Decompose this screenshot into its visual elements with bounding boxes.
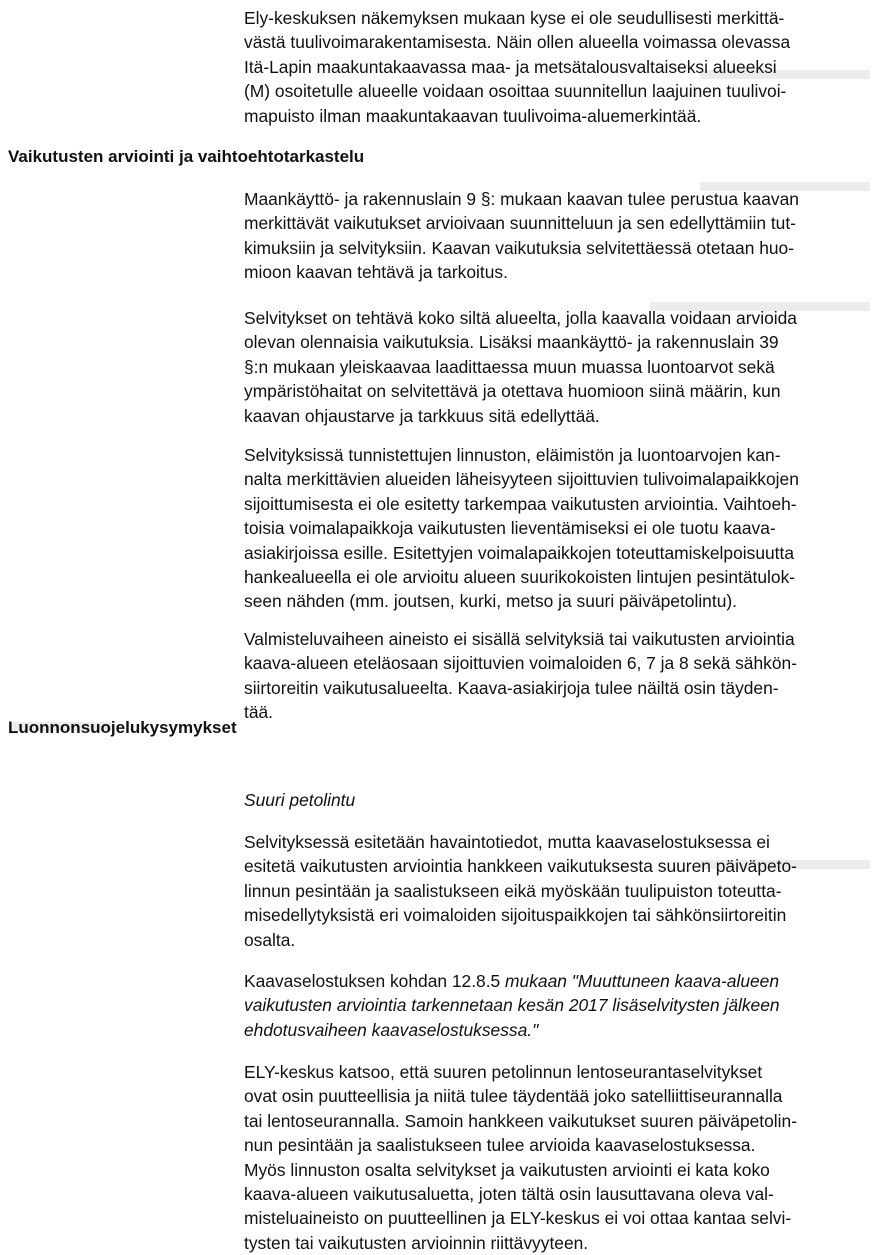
paragraph-ely-conclusion: ELY-keskus katsoo, että suuren petolinnun lentoseurantaselvitykset ovat osin puutteellisia ja niitä tulee täydentää joko satelliittiseurannalla tai lentoseurannalla. Samoin hankkeen vaikutukset suuren päiväpetolin- nun pesintään ja saalistukseen tulee arvioida kaavaselostuksessa. Myös linnuston osalta selvitykset ja vaikutusten arviointi ei kata koko kaava-alueen vaikutusaluetta, joten tältä osin lausuttavana oleva val- misteluaineisto on puutteellinen ja ELY-keskus ei voi ottaa kantaa selvi- tysten tai vaikutusten arvioinnin riittävyyteen. bbox=[244, 1062, 797, 1253]
paragraph-quote-12-8-5 bbox=[244, 969, 880, 1042]
quote-lead-text: Kaavaselostuksen kohdan 12.8.5 bbox=[244, 971, 506, 991]
paragraph-preparation-material: Valmisteluvaiheen aineisto ei sisällä selvityksiä tai vaikutusten arviointia kaava-alueen eteläosaan sijoittuvien voimaloiden 6, 7 ja 8 sekä sähkön- siirtoreitin vaikutusalueelta. Kaava-asiakirjoja tulee näiltä osin täyden- tää. bbox=[244, 629, 797, 723]
paragraph-observation-data: Selvityksessä esitetään havaintotiedot, mutta kaavaselostuksessa ei esitetä vaikutusten arviointia hankkeen vaikutuksesta suuren päiväpeto- linnun pesintään ja saalistukseen eikä myöskään tuulipuiston toteutta- misedellytyksistä eri voimaloiden sijoituspaikkojen tai sähkönsiirtoreitin osalta. bbox=[244, 832, 797, 950]
section-heading-nature-conservation: Luonnonsuojelukysymykset bbox=[8, 718, 237, 737]
paragraph-surveys-scope: Selvitykset on tehtävä koko siltä alueelta, jolla kaavalla voidaan arvioida olevan olennaisia vaikutuksia. Lisäksi maankäyttö- ja rakennuslain 39 §:n mukaan yleiskaavaa laadittaessa muun muassa luontoarvot sekä ympäristöhaitat on selvitettävä ja otettava huomioon siinä määrin, kun kaavan ohjaustarve ja tarkkuus sitä edellyttää. bbox=[244, 308, 797, 426]
quote-italic-text: vaikutusten arviointia tarkennetaan kesän 2017 lisäselvitysten jälkeen bbox=[244, 995, 780, 1016]
quote-italic-text: mukaan "Muuttuneen kaava-alueen bbox=[505, 971, 780, 991]
paragraph-ely-view: Ely-keskuksen näkemyksen mukaan kyse ei ole seudullisesti merkittä- västä tuulivoimarakentamisesta. Näin ollen alueella voimassa olevassa Itä-Lapin maakuntakaavassa maa- ja metsätalousvaltaiseksi alueeksi (M) osoitetulle alueelle voidaan osoittaa suunnitellun laajuinen tuulivoi- mapuisto ilman maakuntakaavan tuulivoima-aluemerkintää. bbox=[244, 8, 791, 126]
subheading-large-raptor: Suuri petolintu bbox=[244, 790, 356, 810]
section-heading-impact-assessment: Vaikutusten arviointi ja vaihtoehtotarkastelu bbox=[8, 147, 365, 166]
paragraph-bird-impacts: Selvityksissä tunnistettujen linnuston, eläimistön ja luontoarvojen kan- nalta merkittävien alueiden läheisyyteen sijoittuvien tulivoimalapaikkojen sijoittumisesta ei ole esitetty tarkempaa vaikutusten arviointia. Vaihtoeh- toisia voimalapaikkoja vaikutusten lieventämiseksi ei ole tuotu kaava- asiakirjoissa esille. Esitettyjen voimalapaikkojen toteuttamiskelpoisuutta hankealueella ei ole arvioitu alueen suurikokoisten lintujen pesintätulok- seen nähden (mm. joutsen, kurki, metso ja suuri päiväpetolintu). bbox=[244, 445, 799, 612]
quote-italic-text: ehdotusvaiheen kaavaselostuksessa." bbox=[244, 1019, 539, 1040]
paragraph-mrl-9: Maankäyttö- ja rakennuslain 9 §: mukaan kaavan tulee perustua kaavan merkittävät vaikutukset arvioivaan suunnitteluun ja sen edellyttämiin tut- kimuksiin ja selvityksiin. Kaavan vaikutuksia selvitettäessä otetaan huo- mioon kaavan tehtävä ja tarkoitus. bbox=[244, 189, 799, 283]
